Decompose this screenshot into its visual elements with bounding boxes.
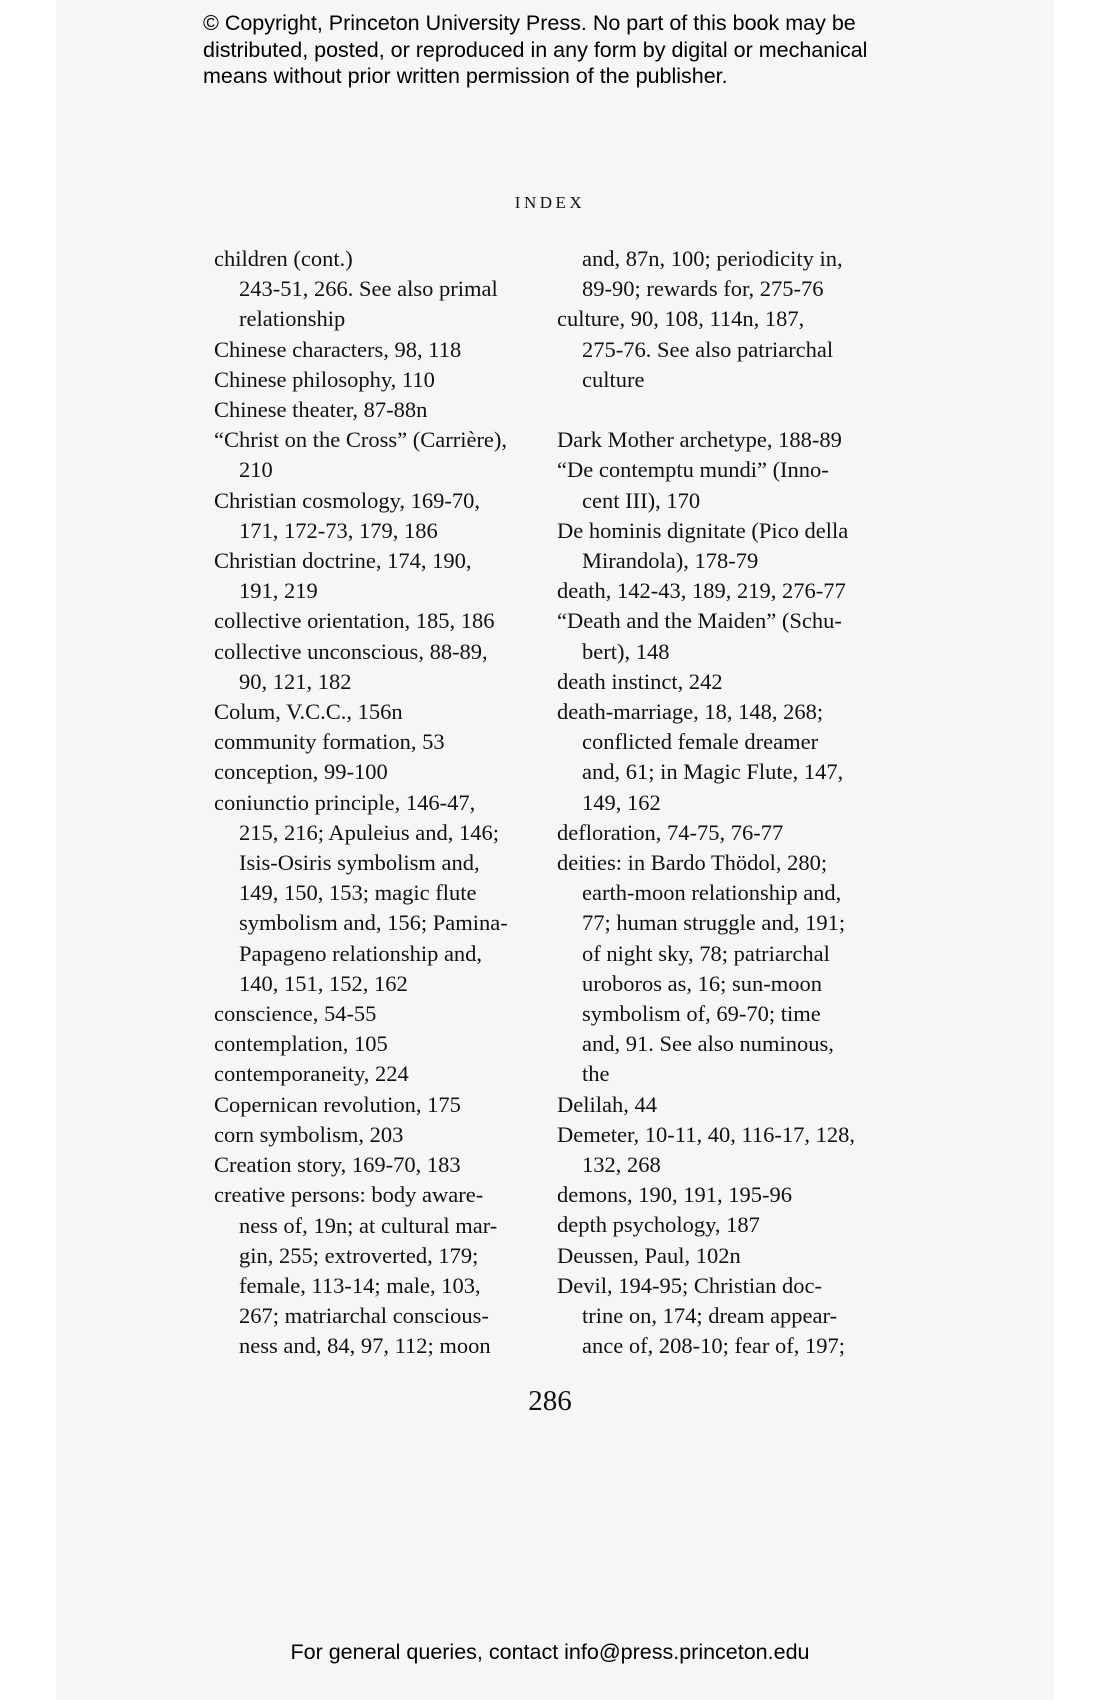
index-entry-continuation: symbolism and, 156; Pamina- — [239, 910, 508, 936]
index-entry-continuation: 149, 162 — [582, 789, 661, 815]
index-entry-continuation: female, 113-14; male, 103, — [239, 1272, 481, 1298]
index-entry-continuation: symbolism of, 69-70; time — [582, 1001, 821, 1027]
index-entry: “Christ on the Cross” (Carrière), — [214, 427, 508, 453]
index-entry: Deussen, Paul, 102n — [557, 1242, 741, 1268]
index-entry-continuation: cent III), 170 — [582, 487, 701, 513]
index-entry-continuation: Isis-Osiris symbolism and, — [239, 850, 480, 876]
index-entry: Devil, 194-95; Christian doc- — [557, 1272, 822, 1298]
index-entry: coniunctio principle, 146-47, — [214, 789, 476, 815]
index-entry-continuation: the — [582, 1061, 610, 1087]
index-entry: Chinese philosophy, 110 — [214, 366, 435, 392]
index-entry: culture, 90, 108, 114n, 187, — [557, 306, 805, 332]
index-entry: Colum, V.C.C., 156n — [214, 699, 403, 725]
index-entry: community formation, 53 — [214, 729, 445, 755]
index-entry-continuation: 77; human struggle and, 191; — [582, 910, 846, 936]
index-heading: INDEX — [514, 193, 586, 212]
index-entry: “Death and the Maiden” (Schu- — [557, 608, 842, 634]
scanned-page — [56, 0, 1054, 1700]
index-entry: death-marriage, 18, 148, 268; — [557, 699, 824, 725]
index-entry-continuation: 90, 121, 182 — [239, 668, 352, 694]
index-entry-continuation: and, 91. See also numinous, — [582, 1031, 834, 1057]
index-entry-continuation: Mirandola), 178-79 — [582, 548, 759, 574]
index-entry-continuation: earth-moon relationship and, — [582, 880, 842, 906]
index-entry-continuation: 132, 268 — [582, 1152, 661, 1178]
index-entry: contemporaneity, 224 — [214, 1061, 409, 1087]
index-entry: creative persons: body aware- — [214, 1182, 484, 1208]
index-entry: collective orientation, 185, 186 — [214, 608, 495, 634]
section-gap — [557, 395, 887, 425]
footer-contact: For general queries, contact info@press.princeton.edu — [290, 1640, 810, 1664]
index-entry: Demeter, 10-11, 40, 116-17, 128, — [557, 1121, 855, 1147]
index-entry: contemplation, 105 — [214, 1031, 388, 1057]
index-entry: defloration, 74-75, 76-77 — [557, 819, 784, 845]
index-entry-continuation: gin, 255; extroverted, 179; — [239, 1242, 479, 1268]
index-entry-continuation: ance of, 208-10; fear of, 197; — [582, 1333, 846, 1359]
page-number: 286 — [528, 1385, 572, 1417]
index-entry-continuation: of night sky, 78; patriarchal — [582, 940, 830, 966]
index-entry-continuation: 243-51, 266. See also primal — [239, 276, 498, 302]
index-entry-continuation: uroboros as, 16; sun-moon — [582, 970, 822, 996]
index-entry: Christian doctrine, 174, 190, — [214, 548, 472, 574]
index-entry: death instinct, 242 — [557, 668, 723, 694]
index-entry-continuation: 191, 219 — [239, 578, 318, 604]
index-entry: Chinese characters, 98, 118 — [214, 336, 462, 362]
index-entry-continuation: 210 — [239, 457, 273, 483]
index-entry-continuation: 171, 172-73, 179, 186 — [239, 517, 438, 543]
index-entry: conception, 99-100 — [214, 759, 388, 785]
index-entry-continuation: trine on, 174; dream appear- — [582, 1303, 838, 1329]
copyright-line: distributed, posted, or reproduced in any form by digital or mechanical — [203, 37, 868, 62]
index-entry-continuation: 89-90; rewards for, 275-76 — [582, 276, 824, 302]
index-entry-continuation: Papageno relationship and, — [239, 940, 483, 966]
index-entry-continuation: and, 87n, 100; periodicity in, — [582, 246, 843, 271]
index-entry: demons, 190, 191, 195-96 — [557, 1182, 792, 1208]
index-entry-continuation: culture — [582, 366, 645, 392]
index-entry: “De contemptu mundi” (Inno- — [557, 457, 829, 483]
index-column-left — [214, 244, 544, 1362]
index-entry: De hominis dignitate (Pico della — [557, 517, 849, 543]
index-entry: Dark Mother archetype, 188-89 — [557, 427, 842, 453]
index-entry: Creation story, 169-70, 183 — [214, 1152, 461, 1178]
index-entry: children (cont.) — [214, 246, 353, 271]
index-entry: Copernican revolution, 175 — [214, 1091, 461, 1117]
index-entry: Chinese theater, 87-88n — [214, 397, 428, 423]
index-entry-continuation: ness and, 84, 97, 112; moon — [239, 1333, 491, 1359]
index-entry: death, 142-43, 189, 219, 276-77 — [557, 578, 846, 604]
index-entry: Delilah, 44 — [557, 1091, 657, 1117]
copyright-line: means without prior written permission of the publisher. — [203, 64, 728, 88]
copyright-line: © Copyright, Princeton University Press. No part of this book may be — [203, 11, 856, 35]
index-entry-continuation: 267; matriarchal conscious- — [239, 1303, 489, 1329]
index-entry: corn symbolism, 203 — [214, 1121, 404, 1147]
index-entry-continuation: relationship — [239, 306, 346, 332]
index-entry-continuation: 149, 150, 153; magic flute — [239, 880, 477, 906]
index-entry: Christian cosmology, 169-70, — [214, 487, 481, 513]
index-column-right — [557, 244, 887, 1362]
index-entry-continuation: 140, 151, 152, 162 — [239, 970, 408, 996]
index-entry: deities: in Bardo Thödol, 280; — [557, 850, 828, 876]
index-entry: collective unconscious, 88-89, — [214, 638, 488, 664]
index-entry-continuation: 275-76. See also patriarchal — [582, 336, 834, 362]
index-entry: conscience, 54-55 — [214, 1001, 377, 1027]
copyright-notice — [203, 10, 923, 90]
index-entry: depth psychology, 187 — [557, 1212, 760, 1238]
index-entry-continuation: conflicted female dreamer — [582, 729, 819, 755]
index-entry-continuation: ness of, 19n; at cultural mar- — [239, 1212, 498, 1238]
index-entry-continuation: bert), 148 — [582, 638, 670, 664]
index-entry-continuation: 215, 216; Apuleius and, 146; — [239, 819, 499, 845]
index-entry-continuation: and, 61; in Magic Flute, 147, — [582, 759, 844, 785]
